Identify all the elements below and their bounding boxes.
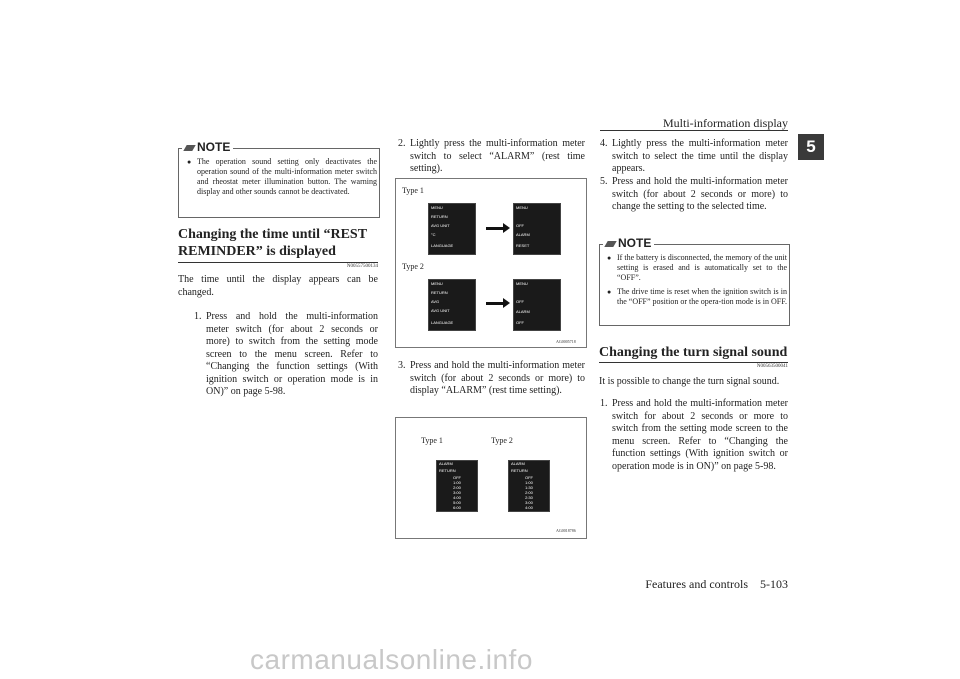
screen-row: °C: [431, 232, 436, 237]
screen-row: 1:30: [525, 485, 533, 490]
screen-row: ALARM: [511, 461, 525, 466]
screen-row: LANGUAGE: [431, 243, 454, 248]
note-label-right: NOTE: [603, 236, 654, 250]
figure-label-type1: Type 1: [421, 436, 443, 445]
note-text-right-2: ● The drive time is reset when the ignition switch is in the “OFF” position or the opera-tion mode is in OFF.: [617, 287, 787, 307]
figure-label-type1: Type 1: [402, 186, 424, 195]
screen-row: RETURN: [431, 214, 448, 219]
step-text: Lightly press the multi-information meter switch to select the time until the display appears.: [612, 138, 788, 174]
step-number: 4.: [600, 138, 608, 149]
screen-row: 3:00: [453, 490, 461, 495]
step-text: Press and hold the multi-information meter switch for about 2 seconds or more to switch from the setting mode screen to the menu screen. Refer to “Changing the function settings (With ignition switch or operation mode is in ON)” on page 5-98.: [612, 398, 788, 472]
step-text: Press and hold the multi-information meter switch (for about 2 seconds or more) to display “ALARM” (rest time setting).: [410, 360, 585, 396]
screen-row: 1:00: [525, 480, 533, 485]
step-number: 5.: [600, 176, 608, 187]
section-code-left: N00557500134: [346, 264, 378, 269]
step-text: Lightly press the multi-information meter switch to select “ALARM” (rest time setting).: [410, 138, 585, 174]
pencil-icon: [604, 241, 616, 247]
figure-alarm-display: [395, 417, 587, 539]
screen-row: 4:00: [525, 505, 533, 510]
step-3: [398, 360, 585, 398]
step-1-left: [194, 311, 378, 399]
screen-row: OFF: [453, 475, 461, 480]
screen-type1-after: [513, 203, 561, 255]
screen-row: 5:00: [453, 500, 461, 505]
figure-alarm-select: [395, 178, 587, 348]
screen-row: AVG UNIT: [431, 223, 450, 228]
screen-row: AVG UNIT: [431, 308, 450, 313]
screen-row: OFF: [525, 475, 533, 480]
step-4: [600, 138, 788, 176]
step-number: 3.: [398, 360, 406, 371]
section-heading-rest-reminder: Changing the time until “REST REMINDER” is displayed: [178, 227, 367, 259]
step-number: 1.: [194, 311, 202, 322]
screen-row: RETURN: [431, 290, 448, 295]
screen-row: AVG: [431, 299, 440, 304]
screen-row: 2:30: [525, 495, 533, 500]
screen-alarm-type1: [436, 460, 478, 512]
note-text-left: ● The operation sound setting only deactivates the operation sound of the multi-information meter switch and rheostat meter illumination button. The warning display and other sounds cannot be deactivated.: [197, 157, 377, 197]
figure-label-type2: Type 2: [491, 436, 513, 445]
step-2: [398, 138, 585, 176]
page-header-title: Multi-information display: [663, 116, 788, 130]
screen-row: 1:00: [453, 480, 461, 485]
figure-code: AG0005718: [556, 339, 576, 344]
screen-row: OFF: [516, 223, 524, 228]
screen-row: 6:00: [453, 505, 461, 510]
screen-row: 4:00: [453, 495, 461, 500]
intro-text-left: The time until the display appears can be changed.: [178, 274, 378, 298]
step-number: 2.: [398, 138, 406, 149]
step-text: Press and hold the multi-information meter switch (for about 2 seconds or more) to switch from the setting mode screen to the menu screen. Refer to “Changing the function settings (With ignition switch or operation mode is in ON)” on page 5-98.: [206, 311, 378, 397]
pencil-icon: [183, 145, 195, 151]
screen-row: 2:00: [525, 490, 533, 495]
screen-row: OFF: [516, 299, 524, 304]
screen-row: MENU: [516, 281, 528, 286]
note-text-right-1: ● If the battery is disconnected, the memory of the unit setting is erased and is automatically set to the “OFF”.: [617, 253, 787, 283]
step-5: [600, 176, 788, 214]
arrow-right-icon: [486, 227, 504, 230]
screen-row: 3:00: [525, 500, 533, 505]
screen-alarm-type2: [508, 460, 550, 512]
screen-row: LANGUAGE: [431, 320, 454, 325]
screen-row: MENU: [431, 205, 443, 210]
screen-type2-before: [428, 279, 476, 331]
screen-row: MENU: [431, 281, 443, 286]
figure-label-type2: Type 2: [402, 262, 424, 271]
heading-rule-left: [178, 262, 378, 263]
screen-row: 2:00: [453, 485, 461, 490]
screen-row: RESET: [516, 243, 530, 248]
arrow-right-icon: [486, 302, 504, 305]
figure-code: AG0018786: [556, 528, 576, 533]
section-heading-turn-signal: Changing the turn signal sound: [599, 345, 788, 360]
note-label-left: NOTE: [182, 140, 233, 154]
page-footer: Features and controls 5-103: [645, 577, 788, 591]
screen-type2-after: [513, 279, 561, 331]
screen-row: ALARM: [516, 309, 530, 314]
chapter-tab: 5: [798, 134, 824, 160]
screen-row: RETURN: [439, 468, 456, 473]
screen-row: RETURN: [511, 468, 528, 473]
intro-text-right: It is possible to change the turn signal sound.: [599, 376, 780, 387]
screen-type1-before: [428, 203, 476, 255]
heading-rule-right: [599, 362, 788, 363]
screen-row: ALARM: [516, 232, 530, 237]
step-number: 1.: [600, 398, 608, 409]
watermark: carmanualsonline.info: [250, 644, 533, 675]
step-1-right: [600, 398, 788, 473]
section-code-right: N00563500041: [756, 364, 788, 369]
screen-row: OFF: [516, 320, 524, 325]
screen-row: MENU: [516, 205, 528, 210]
header-rule: [600, 130, 788, 131]
step-text: Press and hold the multi-information meter switch (for about 2 seconds or more) to change the setting to the selected time.: [612, 176, 788, 212]
screen-row: ALARM: [439, 461, 453, 466]
